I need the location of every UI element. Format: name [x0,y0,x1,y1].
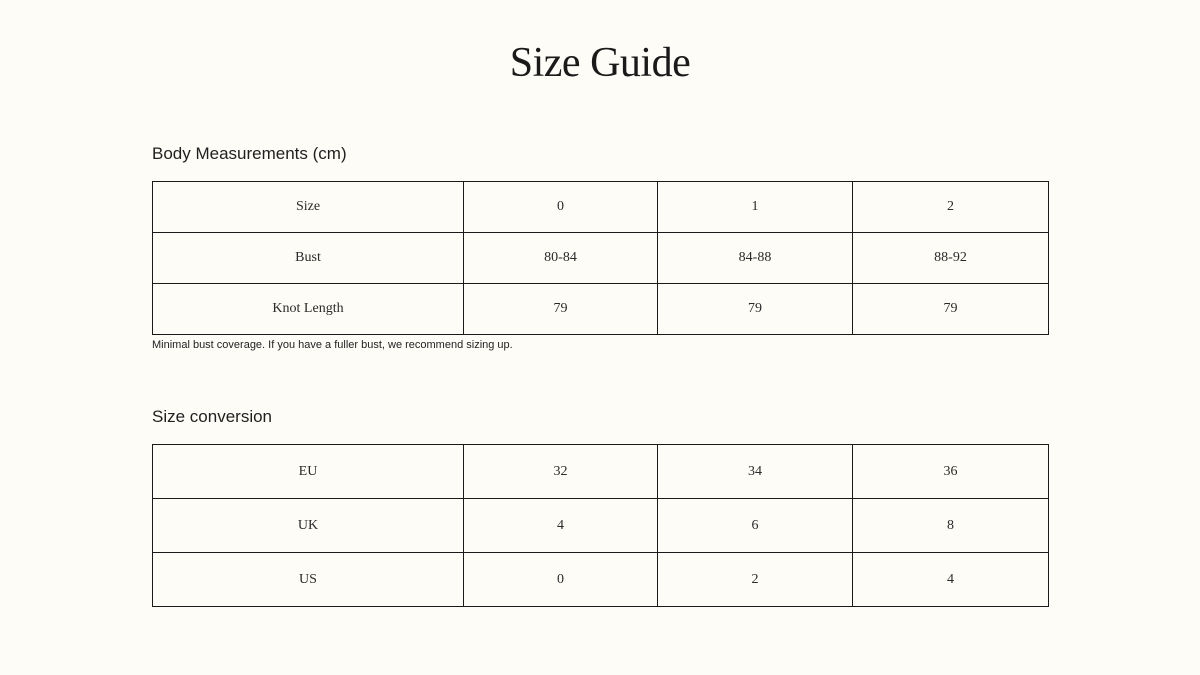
table-cell: 4 [853,553,1049,607]
table-cell: 6 [658,499,853,553]
row-label: Knot Length [153,284,464,335]
table-cell: 79 [853,284,1049,335]
table-cell: 80-84 [464,233,658,284]
table-row-us [153,553,1049,607]
size-conversion-table [152,444,1049,607]
row-label: Size [153,182,464,233]
table-cell: 88-92 [853,233,1049,284]
table-cell: 32 [464,445,658,499]
table-cell: 4 [464,499,658,553]
row-label: UK [153,499,464,553]
table-cell: 84-88 [658,233,853,284]
row-label: EU [153,445,464,499]
body-measurements-table [152,181,1049,335]
table-row-size [153,182,1049,233]
table-row-eu [153,445,1049,499]
table-row-bust [153,233,1049,284]
fit-note: Minimal bust coverage. If you have a fuller bust, we recommend sizing up. [152,339,513,351]
table-cell: 2 [658,553,853,607]
page-title: Size Guide [509,40,691,86]
table-cell: 2 [853,182,1049,233]
table-row-knot-length [153,284,1049,335]
table-row-uk [153,499,1049,553]
table-cell: 79 [658,284,853,335]
table-cell: 79 [464,284,658,335]
table-cell: 8 [853,499,1049,553]
table-cell: 1 [658,182,853,233]
table-cell: 0 [464,553,658,607]
table-cell: 0 [464,182,658,233]
row-label: Bust [153,233,464,284]
table-cell: 34 [658,445,853,499]
row-label: US [153,553,464,607]
table-cell: 36 [853,445,1049,499]
size-conversion-heading: Size conversion [152,407,273,426]
body-measurements-heading: Body Measurements (cm) [152,144,347,163]
